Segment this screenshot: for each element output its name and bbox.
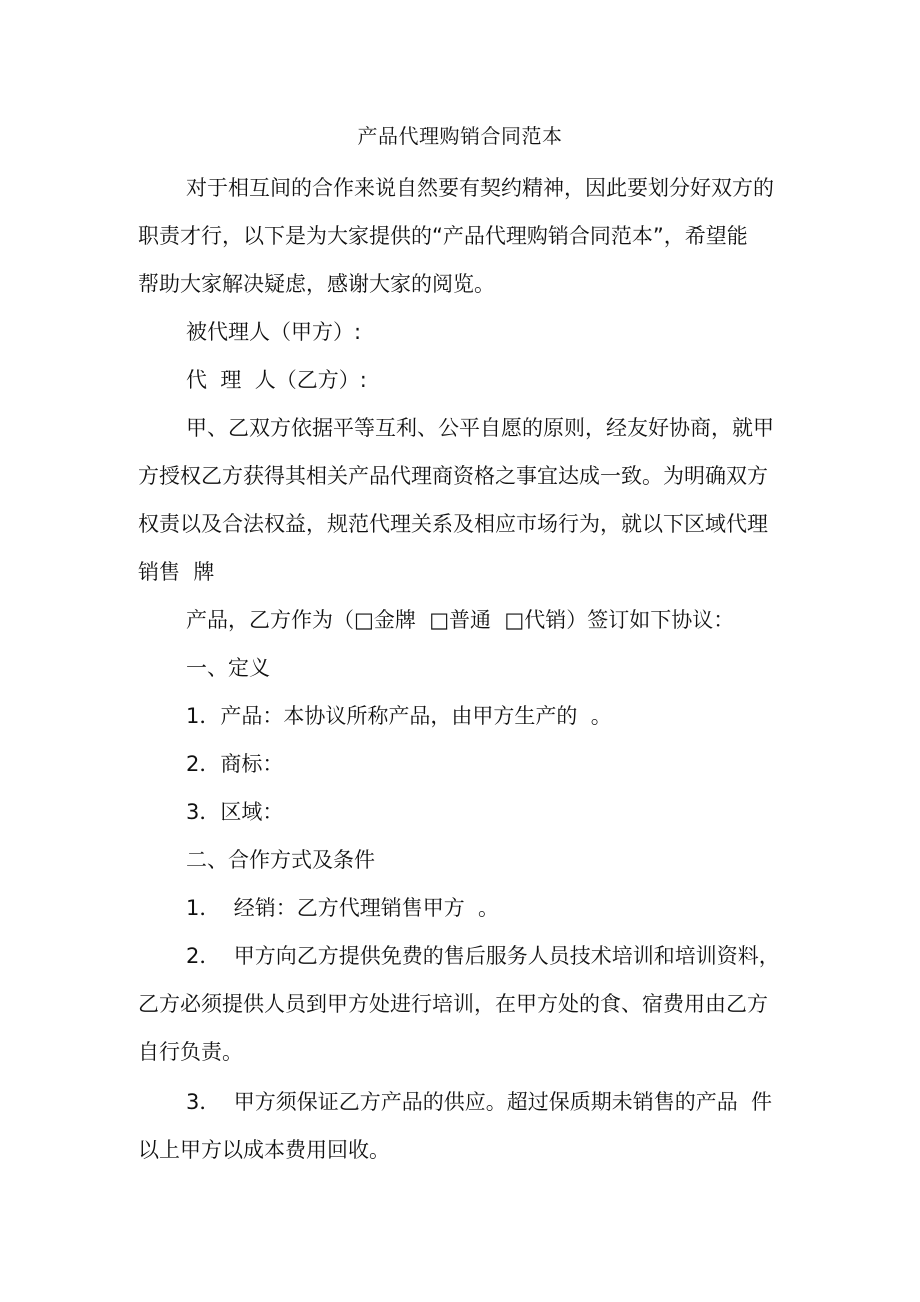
clause-2-3-line-2: 以上甲方以成本费用回收。 bbox=[138, 1138, 390, 1162]
party-a-line: 被代理人（甲方）: bbox=[186, 320, 362, 344]
agent-type-line: 产品，乙方作为（□金牌 □普通 □代销）签订如下协议： bbox=[186, 608, 735, 632]
clause-2-2-line-3: 自行负责。 bbox=[138, 1040, 243, 1064]
clause-2-3-line-1: 3． 甲方须保证乙方产品的供应。超过保质期未销售的产品 件 bbox=[186, 1090, 773, 1114]
clause-2-2-line-1: 2． 甲方向乙方提供免费的售后服务人员技术培训和培训资料， bbox=[186, 944, 780, 968]
preamble-line-1: 甲、乙双方依据平等互利、公平自愿的原则，经友好协商，就甲 bbox=[186, 416, 774, 440]
section-1-heading: 一、定义 bbox=[186, 656, 270, 680]
document-title: 产品代理购销合同范本 bbox=[357, 124, 563, 148]
clause-2-1: 1． 经销：乙方代理销售甲方 。 bbox=[186, 896, 500, 920]
preamble-line-4: 销售 牌 bbox=[138, 560, 215, 584]
definition-region: 3．区域： bbox=[186, 800, 284, 824]
intro-line-2: 职责才行，以下是为大家提供的“产品代理购销合同范本”，希望能 bbox=[138, 224, 748, 248]
section-2-heading: 二、合作方式及条件 bbox=[186, 848, 375, 872]
intro-line-3: 帮助大家解决疑虑，感谢大家的阅览。 bbox=[138, 272, 495, 296]
preamble-line-2: 方授权乙方获得其相关产品代理商资格之事宜达成一致。为明确双方 bbox=[138, 464, 768, 488]
preamble-line-3: 权责以及合法权益，规范代理关系及相应市场行为，就以下区域代理 bbox=[138, 512, 768, 536]
clause-2-2-line-2: 乙方必须提供人员到甲方处进行培训，在甲方处的食、宿费用由乙方 bbox=[138, 992, 768, 1016]
party-b-line: 代 理 人（乙方）: bbox=[186, 368, 367, 392]
intro-line-1: 对于相互间的合作来说自然要有契约精神，因此要划分好双方的 bbox=[186, 176, 774, 200]
definition-product: 1．产品：本协议所称产品，由甲方生产的 。 bbox=[186, 704, 612, 728]
definition-trademark: 2．商标： bbox=[186, 752, 284, 776]
